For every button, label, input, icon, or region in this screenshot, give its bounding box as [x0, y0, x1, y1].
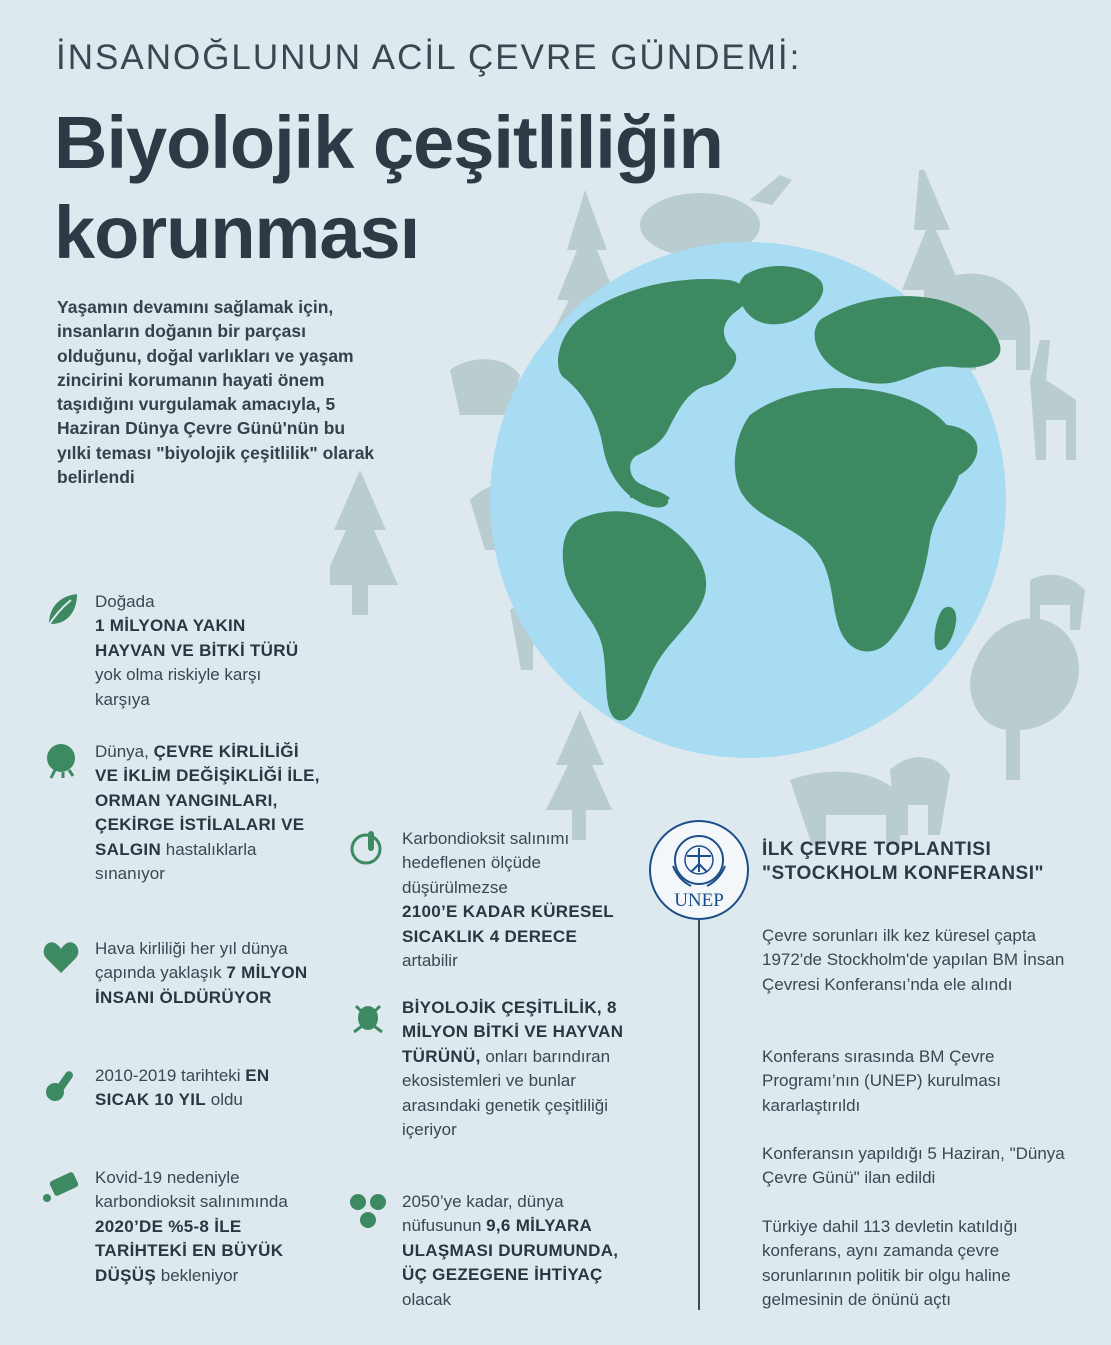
unep-heading: İLK ÇEVRE TOPLANTISI "STOCKHOLM KONFERANSI" — [762, 839, 1045, 884]
unep-logo — [649, 820, 749, 920]
intro-paragraph: Yaşamın devamını sağlamak için, insanların doğanın bir parçası olduğunu, doğal varlıkları ve yaşam zincirini korumanın hayati önem taşıdığını vurgulamak amacıyla, 5 Haziran Dünya Çevre Günü'nün bu yılki teması "biyolojik çeşitlilik" olarak belirlendi — [57, 297, 375, 488]
globe-thermometer-icon — [348, 827, 388, 867]
tree-silhouette — [546, 710, 612, 840]
fact-population: 2050’ye kadar, dünya nüfusunun 9,6 MİLYARA ULAŞMASI DURUMUNDA, ÜÇ GEZEGENE İHTİYAÇ olacak — [402, 1190, 627, 1312]
fact-biodiversity: BİYOLOJİK ÇEŞİTLİLİK, 8 MİLYON BİTKİ VE HAYVAN TÜRÜNÜ, onları barındıran ekosistemleri ve bunlar arasındaki genetik çeşitliliği içeriyor — [402, 996, 642, 1142]
unep-emblem-icon — [651, 822, 747, 918]
leaf-icon — [41, 590, 81, 630]
tree-silhouette — [330, 470, 398, 615]
polluted-earth-icon — [41, 740, 81, 780]
car-emission-icon — [41, 1166, 81, 1206]
fact-air-pollution: Hava kirliliği her yıl dünya çapında yaklaşık 7 MİLYON İNSANI ÖLDÜRÜYOR — [95, 937, 320, 1010]
thermometer-icon — [41, 1064, 81, 1104]
unep-paragraph-1: Çevre sorunları ilk kez küresel çapta 1972'de Stockholm'de yapılan BM İnsan Çevresi Konferansı’nda ele alındı — [762, 926, 1065, 994]
fact-pollution-climate: Dünya, ÇEVRE KİRLİLİĞİ VE İKLİM DEĞİŞİKLİĞİ İLE, ORMAN YANGINLARI, ÇEKİRGE İSTİLALARI VE SALGIN hastalıklarla sınanıyor — [95, 740, 320, 886]
fact-bold: 2100’E KADAR KÜRESEL SICAKLIK 4 DERECE — [402, 902, 614, 946]
timeline-line — [698, 920, 700, 1310]
fact-bold: BİYOLOJİK ÇEŞİTLİLİK, 8 MİLYON BİTKİ VE HAYVAN TÜRÜNÜ, — [402, 998, 624, 1066]
heart-lungs-icon — [41, 937, 81, 977]
monkey-silhouette — [890, 757, 950, 835]
globe-illustration — [330, 170, 1110, 850]
title-line-2: korunması — [54, 191, 420, 274]
fact-bold: ÇEVRE KİRLİLİĞİ VE İKLİM DEĞİŞİKLİĞİ İLE, ORMAN YANGINLARI, ÇEKİRGE İSTİLALARI VE SALGIN — [95, 742, 320, 859]
fact-global-warming: Karbondioksit salınımı hedeflenen ölçüde düşürülmezse 2100’E KADAR KÜRESEL SICAKLIK 4 DERECE artabilir — [402, 827, 627, 973]
unep-paragraph-4: Türkiye dahil 113 devletin katıldığı konferans, aynı zamanda çevre sorunlarının politik bir olgu haline gelmesinin de önünü açtı — [762, 1217, 1018, 1310]
bird-silhouette — [750, 175, 792, 205]
frog-icon — [348, 996, 388, 1036]
fact-species-risk: Doğada 1 MİLYONA YAKIN HAYVAN VE BİTKİ TÜRÜ yok olma riskiyle karşı karşıya — [95, 590, 305, 712]
globe-svg — [330, 170, 1110, 850]
rhino-silhouette — [790, 772, 900, 845]
fact-bold: EN SICAK 10 YIL — [95, 1066, 270, 1110]
fact-bold: 9,6 MİLYARA ULAŞMASI DURUMUNDA, ÜÇ GEZEGENE İHTİYAÇ — [402, 1216, 619, 1285]
kicker-heading: İNSANOĞLUNUN ACİL ÇEVRE GÜNDEMİ: — [56, 38, 802, 77]
fact-bold: 2020’DE %5-8 İLE TARİHTEKİ EN BÜYÜK DÜŞÜŞ — [95, 1216, 284, 1285]
tree-silhouette — [970, 618, 1079, 780]
fact-bold: 1 MİLYONA YAKIN HAYVAN VE BİTKİ TÜRÜ — [95, 616, 299, 660]
three-globes-icon — [348, 1190, 388, 1230]
title-line-1: Biyolojik çeşitliliğin — [54, 101, 723, 184]
deer-silhouette — [1030, 575, 1085, 630]
fact-bold: 7 MİLYON İNSANI ÖLDÜRÜYOR — [95, 963, 308, 1007]
fact-covid-emissions: Kovid-19 nedeniyle karbondioksit salınımında 2020’DE %5-8 İLE TARİHTEKİ EN BÜYÜK DÜŞÜŞ bekleniyor — [95, 1166, 305, 1288]
unep-paragraph-3: Konferansın yapıldığı 5 Haziran, "Dünya Çevre Günü" ilan edildi — [762, 1144, 1065, 1188]
fact-hottest-decade: 2010-2019 tarihteki EN SICAK 10 YIL oldu — [95, 1064, 305, 1113]
unep-logo-text: UNEP — [674, 890, 724, 911]
giraffe-silhouette — [1030, 340, 1076, 460]
unep-paragraph-2: Konferans sırasında BM Çevre Programı’nın (UNEP) kurulması kararlaştırıldı — [762, 1047, 1002, 1115]
